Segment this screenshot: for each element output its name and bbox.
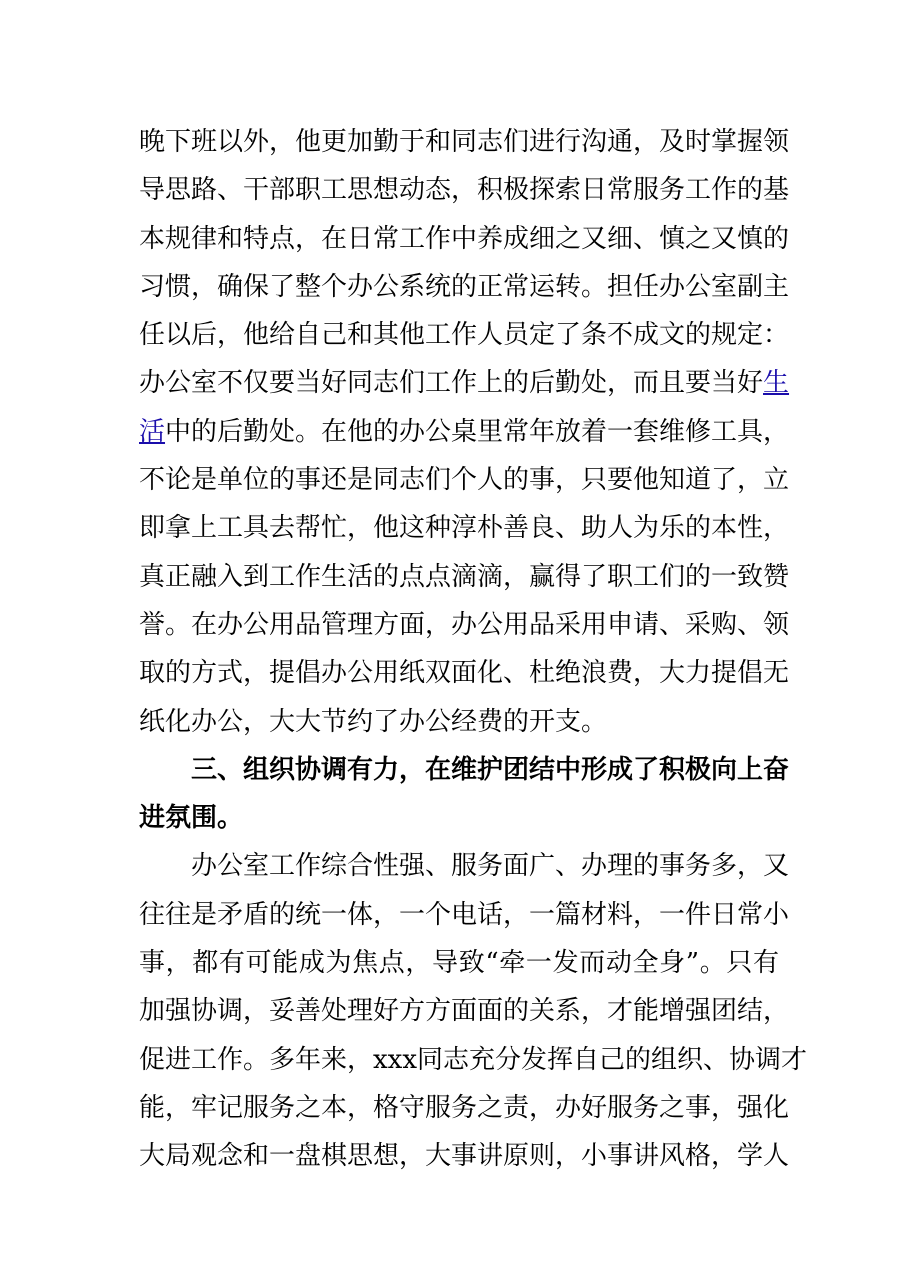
paragraph-line: 往往是矛盾的统一体，一个电话，一篇材料，一件日常小	[139, 899, 790, 930]
paragraph-line: 习惯，确保了整个办公系统的正常运转。担任办公室副主	[139, 271, 790, 302]
section-heading: 三、组织协调有力，在维护团结中形成了积极向上奋	[191, 754, 790, 785]
paragraph-line: 能，牢记服务之本，格守服务之责，办好服务之事，强化	[139, 1092, 790, 1123]
paragraph-line: 晚下班以外，他更加勤于和同志们进行沟通，及时掌握领	[139, 127, 790, 157]
paragraph-line: 导思路、干部职工思想动态，积极探索日常服务工作的基	[139, 175, 790, 206]
paragraph-line	[139, 359, 790, 407]
paragraph-line: 不论是单位的事还是同志们个人的事，只要他知道了，立	[139, 465, 790, 496]
paragraph-line: 办公室工作综合性强、服务面广、办理的事务多，又	[191, 851, 790, 882]
paragraph-line: 促进工作。多年来，xxx同志充分发挥自己的组织、协调才	[139, 1044, 807, 1075]
paragraph-line: 本规律和特点，在日常工作中养成细之又细、慎之又慎的	[139, 223, 790, 254]
life-link-continued[interactable]: 活	[139, 416, 166, 447]
section-heading: 进氛围。	[139, 803, 244, 834]
paragraph-text: 中的后勤处。在他的办公桌里常年放着一套维修工具，	[165, 416, 790, 447]
paragraph-line: 任以后，他给自己和其他工作人员定了条不成文的规定：	[139, 320, 790, 351]
paragraph-line: 誉。在办公用品管理方面，办公用品采用申请、采购、领	[139, 609, 790, 640]
document-body	[139, 118, 807, 1181]
paragraph-text: 办公室不仅要当好同志们工作上的后勤处，而且要当好	[139, 368, 764, 399]
paragraph-line	[139, 408, 790, 456]
paragraph-line: 真正融入到工作生活的点点滴滴，赢得了职工们的一致赞	[139, 561, 790, 592]
paragraph-line: 加强协调，妥善处理好方方面面的关系，才能增强团结，	[139, 996, 790, 1027]
paragraph-line: 取的方式，提倡办公用纸双面化、杜绝浪费，大力提倡无	[139, 658, 790, 689]
paragraph-line: 大局观念和一盘棋思想，大事讲原则，小事讲风格，学人	[139, 1141, 790, 1172]
paragraph-line: 纸化办公，大大节约了办公经费的开支。	[139, 706, 608, 737]
paragraph-line: 事，都有可能成为焦点，导致“牵一发而动全身”。只有	[139, 948, 779, 979]
paragraph-line: 即拿上工具去帮忙，他这种淳朴善良、助人为乐的本性，	[139, 513, 790, 544]
life-link[interactable]: 生	[763, 368, 790, 399]
